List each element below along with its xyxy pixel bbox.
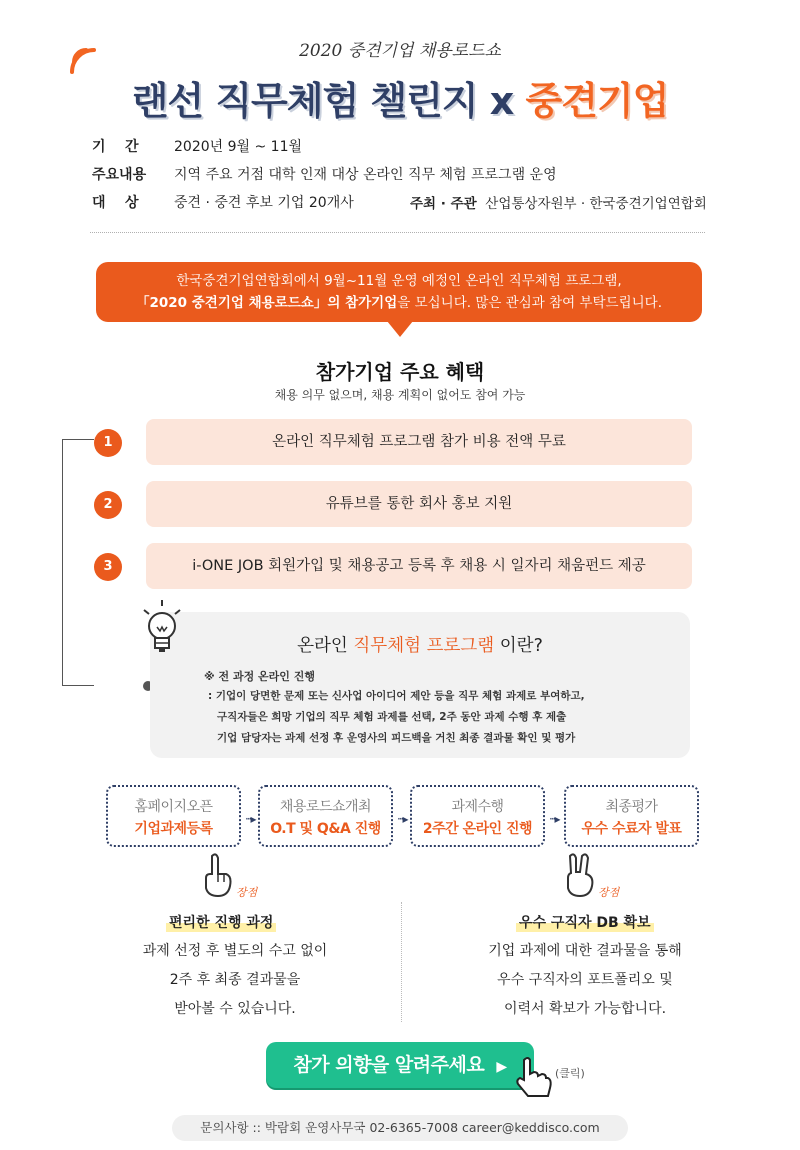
merit-left-line-1: 과제 선정 후 별도의 수고 없이 xyxy=(142,943,328,959)
program-title-post: 이란? xyxy=(494,636,543,656)
flow-arrow-3: ···▸ xyxy=(549,812,559,826)
flow-step-2-top: 채용로드쇼개최 xyxy=(279,799,372,815)
flow-arrow-2: ···▸ xyxy=(397,812,407,826)
benefit-number-2: 2 xyxy=(94,491,122,519)
flow-step-1 xyxy=(106,785,241,847)
program-note: ※ 전 과정 온라인 진행 xyxy=(204,670,316,683)
flow-step-2 xyxy=(258,785,393,847)
flow-step-2-bottom: O.T 및 Q&A 진행 xyxy=(270,821,381,837)
flow-step-3 xyxy=(410,785,545,847)
flow-step-1-bottom: 기업과제등록 xyxy=(134,821,213,837)
merit-tag-left: 장점 xyxy=(236,886,258,899)
participation-button-label: 참가 의향을 알려주세요 xyxy=(293,1054,485,1076)
benefits-heading: 참가기업 주요 혜택 xyxy=(315,360,485,384)
content-value: 지역 주요 거점 대학 인재 대상 온라인 직무 체험 프로그램 운영 xyxy=(174,167,557,183)
program-desc-1: : 기업이 당면한 문제 또는 신사업 아이디어 제안 등을 직무 체험 과제로 부여하고, xyxy=(208,690,585,702)
host-label: 주최 · 주관 xyxy=(410,196,477,212)
program-desc-2: 구직자들은 희망 기업의 직무 체험 과제를 선택, 2주 동안 과제 수행 후 제출 xyxy=(217,711,567,723)
merit-right-line-2: 우수 구직자의 포트폴리오 및 xyxy=(497,972,673,988)
merit-left-text xyxy=(90,937,380,1024)
click-note: (클릭) xyxy=(555,1067,585,1080)
info-content xyxy=(92,164,557,184)
title-main: 랜선 직무체험 챌린지 x xyxy=(131,79,526,123)
program-title-pre: 온라인 xyxy=(297,636,354,656)
benefit-item-1: 온라인 직무체험 프로그램 참가 비용 전액 무료 xyxy=(146,419,692,465)
merit-left-heading: 편리한 진행 과정 xyxy=(166,912,276,932)
bubble-tail xyxy=(387,321,413,337)
merit-right-heading: 우수 구직자 DB 확보 xyxy=(516,912,654,932)
notice-line1: 한국중견기업연합회에서 9월~11월 운영 예정인 온라인 직무체험 프로그램, xyxy=(176,273,622,289)
flow-step-4 xyxy=(564,785,699,847)
hand-two-icon xyxy=(562,852,598,902)
merit-tag-right: 장점 xyxy=(598,886,620,899)
info-period xyxy=(92,136,302,156)
benefit-item-2: 유튜브를 통한 회사 홍보 지원 xyxy=(146,481,692,527)
merit-left-line-3: 받아볼 수 있습니다. xyxy=(174,1001,296,1017)
participation-button[interactable] xyxy=(266,1042,534,1088)
notice-rest: 을 모십니다. 많은 관심과 참여 부탁드립니다. xyxy=(397,295,663,311)
notice-bubble xyxy=(96,262,702,322)
period-label: 기 간 xyxy=(92,139,139,155)
benefits-subheading: 채용 의무 없으며, 채용 계획이 없어도 참여 가능 xyxy=(274,388,526,402)
merit-divider xyxy=(401,902,402,1022)
target-value: 중견 · 중견 후보 기업 20개사 xyxy=(174,195,354,211)
flow-arrow-1: ···▸ xyxy=(245,812,255,826)
program-title xyxy=(150,632,690,657)
notice-bold: 「2020 중견기업 채용로드쇼」의 참가기업 xyxy=(135,295,398,311)
flow-step-4-top: 최종평가 xyxy=(605,799,658,815)
merit-right-line-3: 이력서 확보가 가능합니다. xyxy=(503,1001,667,1017)
hand-one-icon xyxy=(200,852,234,902)
event-subtitle: 2020 중견기업 채용로드쇼 xyxy=(299,41,501,61)
host-value: 산업통상자원부 · 한국중견기업연합회 xyxy=(485,196,707,212)
merit-right-text xyxy=(440,937,730,1024)
program-title-highlight: 직무체험 프로그램 xyxy=(353,636,495,656)
play-icon: ▶ xyxy=(496,1059,507,1075)
info-target xyxy=(92,192,354,212)
benefit-item-3: i-ONE JOB 회원가입 및 채용공고 등록 후 채용 시 일자리 채움펀드 제공 xyxy=(146,543,692,589)
notice-line2 xyxy=(96,292,702,314)
merit-left-line-2: 2주 후 최종 결과물을 xyxy=(169,972,301,988)
program-description xyxy=(208,686,585,749)
benefit-number-3: 3 xyxy=(94,553,122,581)
target-label: 대 상 xyxy=(92,195,139,211)
pointer-hand-icon xyxy=(514,1056,554,1102)
benefit-number-1: 1 xyxy=(94,429,122,457)
period-value: 2020년 9월 ~ 11월 xyxy=(174,139,303,155)
flow-step-3-bottom: 2주간 온라인 진행 xyxy=(422,821,533,837)
flow-step-3-top: 과제수행 xyxy=(451,799,504,815)
contact-info: 문의사항 :: 박람회 운영사무국 02-6365-7008 career@keddisco.com xyxy=(172,1115,628,1141)
info-host xyxy=(410,192,707,212)
divider xyxy=(90,232,705,233)
page-title xyxy=(0,70,800,125)
content-label: 주요내용 xyxy=(92,167,147,183)
title-accent: 중견기업 xyxy=(525,79,669,123)
merit-right-line-1: 기업 과제에 대한 결과물을 통해 xyxy=(488,943,682,959)
connector-line xyxy=(62,439,94,686)
flow-step-4-bottom: 우수 수료자 발표 xyxy=(581,821,682,837)
program-desc-3: 기업 담당자는 과제 선정 후 운영사의 피드백을 거친 최종 결과물 확인 및 평가 xyxy=(217,732,576,744)
flow-step-1-top: 홈페이지오픈 xyxy=(134,799,213,815)
